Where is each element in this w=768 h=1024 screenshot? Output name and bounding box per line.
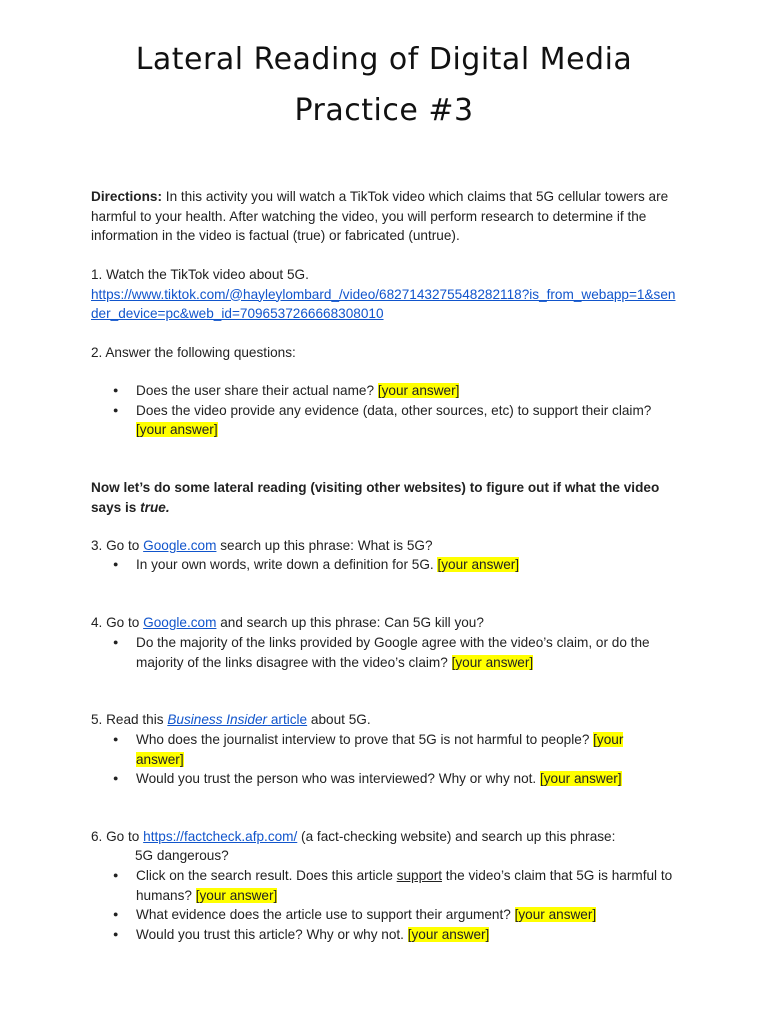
step-5-text: 5. Read this Business Insider article about 5G. <box>91 712 371 727</box>
step-3-questions <box>113 555 683 575</box>
step-1 <box>91 265 691 324</box>
answer-field[interactable]: [your <box>593 732 624 747</box>
step-4-questions <box>113 633 683 672</box>
answer-field[interactable]: [your answer] <box>136 422 218 437</box>
answer-field[interactable]: answer] <box>136 751 184 767</box>
list-item: ● Would you trust the person who was interviewed? Why or why not. [your answer] <box>113 769 683 789</box>
answer-field[interactable]: [your answer] <box>195 887 278 903</box>
google-link[interactable]: Google.com <box>143 538 217 553</box>
step-2-questions <box>113 381 683 440</box>
directions-label: Directions: <box>91 189 163 204</box>
answer-field[interactable]: [your answer] <box>377 383 460 398</box>
directions-text: In this activity you will watch a TikTok video which claims that 5G cellular towers are harmful to your health. After watching the video, you will perform research to determine if the information in the video is factual (true) or fabricated (untrue). <box>91 189 669 243</box>
answer-field[interactable]: [your answer] <box>539 771 622 786</box>
answer-field[interactable]: [your answer] <box>437 557 520 572</box>
step-2-text: 2. Answer the following questions: <box>91 345 296 360</box>
step-6-text: 6. Go to https://factcheck.afp.com/ (a fact-checking website) and search up this phrase: <box>91 829 616 844</box>
answer-field[interactable]: [your answer] <box>451 654 534 670</box>
step-3-text: 3. Go to Google.com search up this phrase: What is 5G? <box>91 538 433 553</box>
factcheck-link[interactable]: https://factcheck.afp.com/ <box>143 829 298 844</box>
list-item: ● Does the video provide any evidence (data, other sources, etc) to support their claim? [your answer] <box>113 401 683 440</box>
step-1-text: 1. Watch the TikTok video about 5G. <box>91 267 309 282</box>
search-phrase: 5G dangerous? <box>135 848 229 863</box>
step-4-text: 4. Go to Google.com and search up this phrase: Can 5G kill you? <box>91 615 484 630</box>
answer-field[interactable]: [your answer] <box>407 926 490 942</box>
page-subtitle: Practice #3 <box>294 93 474 128</box>
list-item: ● Who does the journalist interview to prove that 5G is not harmful to people? [your answer] <box>113 730 683 769</box>
list-item: ● Click on the search result. Does this article support the video’s claim that 5G is harmful to humans? [your answer] <box>113 866 683 905</box>
google-link[interactable]: Google.com <box>143 615 217 630</box>
answer-field[interactable]: [your answer] <box>514 907 597 922</box>
list-item: ● Do the majority of the links provided by Google agree with the video’s claim, or do the majority of the links disagree with the video’s claim? [your answer] <box>113 633 683 672</box>
directions-paragraph <box>91 187 691 246</box>
step-5-questions <box>113 730 683 789</box>
step-6-questions <box>113 866 683 944</box>
business-insider-article-link[interactable]: Business Insider article <box>167 712 308 727</box>
list-item: ● Does the user share their actual name? [your answer] <box>113 381 683 401</box>
list-item: ● In your own words, write down a definition for 5G. [your answer] <box>113 555 683 575</box>
page-title: Lateral Reading of Digital Media <box>135 42 633 77</box>
list-item: ● What evidence does the article use to support their argument? [your answer] <box>113 905 683 925</box>
list-item: ● Would you trust this article? Why or why not. [your answer] <box>113 925 683 945</box>
lateral-reading-intro: Now let’s do some lateral reading (visiting other websites) to figure out if what the video says is true. <box>91 480 660 515</box>
tiktok-video-link[interactable]: https://www.tiktok.com/@hayleylombard_/video/6827143275548282118?is_from_webapp=1&sender_device=pc&web_id=7096537266668308010 <box>91 286 676 321</box>
